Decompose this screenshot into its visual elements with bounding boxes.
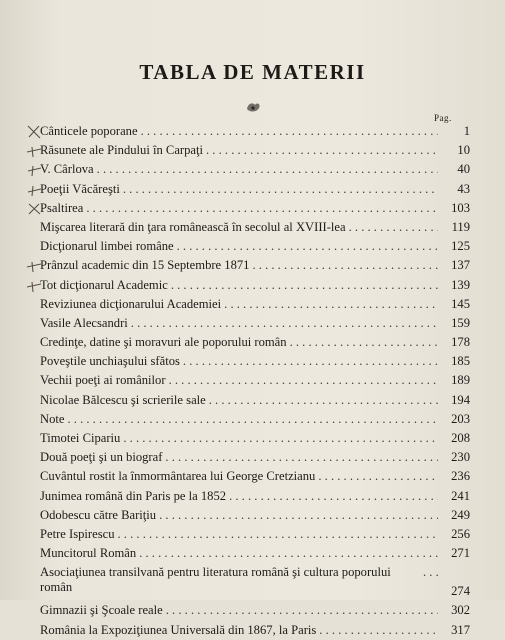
leader-dots: [315, 467, 438, 486]
toc-entry-page: 145: [451, 296, 470, 311]
leader-dots: [206, 391, 438, 410]
toc-entry-title: Note: [40, 411, 65, 426]
toc-entry: [40, 467, 470, 486]
toc-entry-title: Două poeţi şi un biograf: [40, 450, 163, 465]
leader-dots: [120, 180, 438, 199]
leader-dots: [203, 141, 438, 160]
toc-entry-title: Poeţii Văcăreşti: [40, 181, 120, 196]
toc-entry: [40, 180, 470, 199]
toc-entry: [40, 410, 470, 429]
toc-entry: [40, 448, 470, 467]
toc-entry-page: 230: [451, 450, 470, 465]
toc-entry: [40, 314, 470, 333]
leader-dots: [316, 621, 438, 640]
toc-entry-page: 236: [451, 469, 470, 484]
toc-entry-title: Asociaţiunea transilvană pentru literatura română şi cultura poporului român: [40, 565, 391, 595]
toc-entry-title: V. Cârlova: [40, 162, 94, 177]
toc-entry-page: 43: [457, 181, 470, 196]
toc-entry-page: 1: [463, 124, 470, 138]
toc-entry-title: Junimea română din Paris pe la 1852: [40, 488, 227, 503]
toc-entry-page: 40: [457, 162, 470, 177]
toc-entry: [40, 276, 470, 295]
leader-dots: [138, 122, 438, 141]
toc-entry-page: 203: [451, 411, 470, 426]
toc-entry-page: 317: [451, 622, 470, 637]
toc-entry-title: Nicolae Bălcescu şi scrierile sale: [40, 392, 206, 407]
toc-entry-title: România la Expoziţiunea Universală din 1867, la Paris: [40, 622, 317, 637]
toc-entry: [40, 237, 470, 256]
toc-entry-title: Petre Ispirescu: [40, 526, 115, 541]
toc-entry-page: 302: [451, 603, 470, 618]
toc-entry-title: Dicţionarul limbei române: [40, 239, 174, 254]
leader-dots: [156, 506, 438, 525]
leader-dots: [226, 487, 438, 506]
toc-entry-page: 274: [451, 584, 470, 599]
leader-dots: [64, 410, 438, 429]
toc-entry: [40, 218, 470, 237]
toc-entry: [40, 544, 470, 563]
toc-entry-title: Poveştile unchiaşului sfătos: [40, 354, 180, 369]
page-column-label: Pag.: [434, 113, 452, 123]
toc-entry-page: 178: [451, 335, 470, 350]
toc-entry-page: 119: [451, 219, 470, 234]
leader-dots: [128, 314, 438, 333]
toc-entry-title: Vechii poeţi ai românilor: [40, 373, 166, 388]
toc-entry-page: 249: [451, 507, 470, 522]
leader-dots: [287, 333, 438, 352]
toc-entry-title: Gimnazii şi Şcoale reale: [40, 603, 163, 618]
toc-entry-title: Vasile Alecsandri: [40, 315, 128, 330]
toc-entry: [40, 295, 470, 314]
toc-entry: [40, 563, 470, 601]
toc-entry-page: 208: [451, 431, 470, 445]
toc-entry-title: Răsunete ale Pindului în Carpaţi: [40, 143, 203, 158]
toc-entry: [40, 601, 470, 620]
toc-entry: [40, 352, 470, 371]
toc-entry: [40, 506, 470, 525]
toc-entry-page: 125: [451, 239, 470, 254]
leader-dots: [115, 525, 439, 544]
toc-entry: [40, 141, 470, 160]
toc-entry: [40, 160, 470, 179]
leader-dots: [180, 352, 438, 371]
toc-entry-title: Mişcarea literară din ţara românească în secolul al XVIII-lea: [40, 219, 346, 234]
page-title: TABLA DE MATERII: [139, 60, 366, 84]
toc-entry-page: 185: [451, 354, 470, 369]
toc-entry-title: Tot dicţionarul Academic: [40, 277, 168, 292]
toc-entry-title: Prânzul academic din 15 Septembre 1871: [40, 258, 250, 273]
toc-entry: [40, 621, 470, 640]
toc-entry-page: 194: [451, 392, 470, 407]
toc-entry-title: Cânticele poporane: [40, 124, 138, 138]
toc-entry-title: Timotei Cipariu: [40, 431, 121, 445]
leader-dots: [120, 429, 438, 448]
toc-entry-page: 256: [451, 526, 470, 541]
toc-entry-page: 271: [451, 546, 470, 561]
toc-entry-page: 10: [457, 143, 470, 158]
toc-entry: [40, 122, 470, 141]
leader-dots: [346, 218, 438, 237]
leader-dots: [249, 256, 438, 275]
toc-entry-title: Muncitorul Român: [40, 546, 137, 561]
toc-entry: [40, 391, 470, 410]
toc-entry: [40, 429, 470, 448]
toc-entry-page: 241: [451, 488, 470, 503]
leader-dots: [163, 601, 438, 620]
toc-entry-title: Cuvântul rostit la înmormântarea lui George Cretzianu: [40, 469, 316, 484]
leader-dots: [94, 160, 438, 179]
toc-entry-page: 159: [451, 315, 470, 330]
leader-dots: [166, 371, 438, 390]
toc-entry: [40, 199, 470, 218]
toc-entry: [40, 256, 470, 275]
toc-entry: [40, 371, 470, 390]
toc-entry-page: 139: [451, 277, 470, 292]
leader-dots: [168, 276, 438, 295]
toc-entry-title: Odobescu către Bariţiu: [40, 507, 157, 522]
leader-dots: [420, 563, 438, 582]
toc-entry: [40, 487, 470, 506]
leader-dots: [83, 199, 438, 218]
toc-entry: [40, 525, 470, 544]
leader-dots: [174, 237, 438, 256]
table-of-contents: [40, 122, 470, 640]
leader-dots: [136, 544, 438, 563]
leader-dots: [221, 295, 438, 314]
toc-entry: [40, 333, 470, 352]
toc-entry-page: 137: [451, 258, 470, 273]
toc-entry-page: 103: [451, 200, 470, 215]
leader-dots: [162, 448, 438, 467]
toc-entry-title: Reviziunea dicţionarului Academiei: [40, 296, 222, 311]
toc-entry-page: 189: [451, 373, 470, 388]
toc-entry-title: Credinţe, datine şi moravuri ale poporului român: [40, 335, 287, 350]
toc-entry-title: Psaltirea: [40, 200, 84, 215]
ornament-icon: [244, 100, 262, 114]
